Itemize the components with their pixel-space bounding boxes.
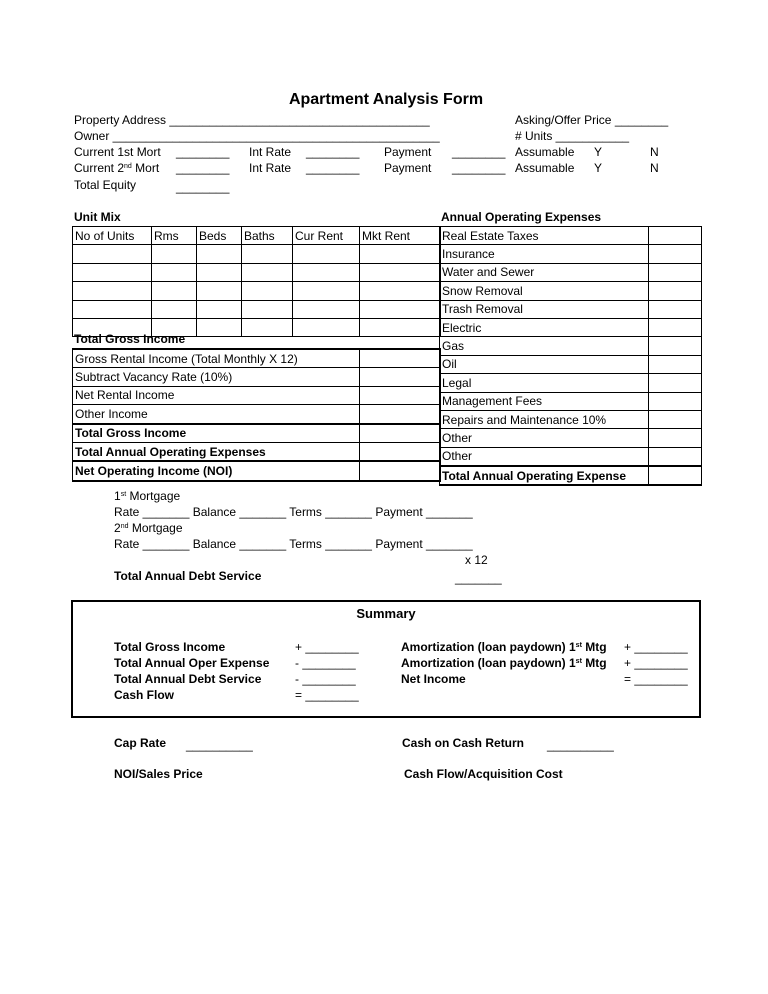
summary-debt-service-value[interactable]: - ________ [295, 672, 356, 686]
expense-label: Other [440, 447, 649, 466]
expense-row [440, 355, 702, 373]
first-payment-label: Payment [384, 145, 432, 159]
second-mortgage-label: 2nd Mortgage [114, 521, 183, 535]
col-no-of-units: No of Units [73, 227, 152, 245]
first-mortgage-label: 1st Mortgage [114, 489, 181, 503]
expense-label: Management Fees [440, 392, 649, 410]
second-mort-blank[interactable]: ________ [176, 161, 230, 175]
cell[interactable] [242, 245, 293, 263]
income-label: Total Gross Income [73, 424, 360, 443]
expense-value[interactable] [649, 263, 702, 281]
income-value[interactable] [360, 349, 441, 368]
second-int-rate-label: Int Rate [249, 161, 292, 175]
income-value[interactable] [360, 424, 441, 443]
summary-net-income-label: Net Income [401, 672, 466, 686]
col-cur-rent: Cur Rent [293, 227, 360, 245]
income-label: Subtract Vacancy Rate (10%) [73, 368, 360, 386]
income-value[interactable] [360, 386, 441, 404]
cell[interactable] [360, 245, 441, 263]
total-debt-service-label: Total Annual Debt Service [114, 569, 262, 583]
expense-row [440, 227, 702, 245]
summary-debt-service-label: Total Annual Debt Service [114, 672, 262, 686]
owner-field[interactable]: Owner _________________________________________________ [74, 129, 440, 143]
cell[interactable] [360, 318, 441, 336]
expense-value[interactable] [649, 429, 702, 447]
unit-mix-heading: Unit Mix [74, 210, 121, 224]
cell[interactable] [73, 282, 152, 300]
second-payment-label: Payment [384, 161, 432, 175]
income-label: Gross Rental Income (Total Monthly X 12) [73, 349, 360, 368]
first-assumable-yes[interactable]: Y [594, 145, 603, 159]
first-assumable-no[interactable]: N [650, 145, 659, 159]
income-value[interactable] [360, 405, 441, 424]
page-title: Apartment Analysis Form [288, 91, 484, 108]
summary-amortization-label-2: Amortization (loan paydown) 1st Mtg [401, 656, 607, 670]
summary-box [71, 600, 701, 718]
cell[interactable] [242, 282, 293, 300]
col-baths: Baths [242, 227, 293, 245]
second-int-rate-blank[interactable]: ________ [306, 161, 360, 175]
first-int-rate-label: Int Rate [249, 145, 292, 159]
income-row-net-rental [73, 386, 441, 404]
first-mort-blank[interactable]: ________ [176, 145, 230, 159]
first-payment-blank[interactable]: ________ [452, 145, 506, 159]
second-mortgage-line[interactable]: Rate _______ Balance _______ Terms _______ Payment _______ [114, 537, 473, 551]
expense-row [440, 429, 702, 447]
expense-row [440, 245, 702, 263]
income-row-total-gross [73, 424, 441, 443]
income-label: Net Operating Income (NOI) [73, 461, 360, 480]
cell[interactable] [152, 245, 197, 263]
cell[interactable] [73, 300, 152, 318]
income-label: Other Income [73, 405, 360, 424]
second-payment-blank[interactable]: ________ [452, 161, 506, 175]
expense-row [440, 282, 702, 300]
income-label: Total Annual Operating Expenses [73, 442, 360, 461]
expense-label: Snow Removal [440, 282, 649, 300]
expense-value[interactable] [649, 374, 702, 392]
noi-sales-price-label: NOI/Sales Price [114, 767, 203, 781]
cell[interactable] [360, 282, 441, 300]
expense-row [440, 410, 702, 428]
expense-row [440, 447, 702, 466]
income-row-gross-rental [73, 349, 441, 368]
expense-value[interactable] [649, 355, 702, 373]
cell[interactable] [242, 318, 293, 336]
summary-oper-expense-value[interactable]: - ________ [295, 656, 356, 670]
cell[interactable] [197, 263, 242, 281]
first-int-rate-blank[interactable]: ________ [306, 145, 360, 159]
income-value[interactable] [360, 442, 441, 461]
unit-mix-row[interactable] [73, 300, 441, 318]
expense-row [440, 300, 702, 318]
cell[interactable] [197, 245, 242, 263]
times-twelve: x 12 [465, 553, 488, 567]
expense-label: Repairs and Maintenance 10% [440, 410, 649, 428]
expense-label: Real Estate Taxes [440, 227, 649, 245]
expense-value[interactable] [649, 410, 702, 428]
expense-label: Legal [440, 374, 649, 392]
expense-row-total [440, 466, 702, 485]
cash-on-cash-label: Cash on Cash Return [402, 736, 525, 750]
cash-on-cash-blank[interactable]: __________ [547, 738, 614, 752]
total-equity-blank[interactable]: ________ [176, 180, 230, 194]
expense-label: Oil [440, 355, 649, 373]
unit-mix-header-row [73, 227, 441, 245]
cell[interactable] [242, 300, 293, 318]
cell[interactable] [293, 263, 360, 281]
expense-value[interactable] [649, 318, 702, 336]
first-assumable-label: Assumable [515, 145, 575, 159]
expense-label: Water and Sewer [440, 263, 649, 281]
unit-mix-row[interactable] [73, 282, 441, 300]
total-debt-service-blank[interactable]: _______ [455, 571, 502, 585]
cell[interactable] [197, 282, 242, 300]
summary-amortization-value-2[interactable]: + ________ [624, 656, 688, 670]
income-value[interactable] [360, 368, 441, 386]
summary-gross-income-value[interactable]: + ________ [295, 640, 359, 654]
expense-value[interactable] [649, 300, 702, 318]
cell[interactable] [152, 263, 197, 281]
expense-value[interactable] [649, 337, 702, 355]
expenses-table [439, 226, 702, 486]
expense-label: Electric [440, 318, 649, 336]
expense-row [440, 263, 702, 281]
expense-value[interactable] [649, 447, 702, 466]
expense-value[interactable] [649, 392, 702, 410]
units-field[interactable]: # Units ___________ [515, 129, 630, 143]
second-assumable-yes[interactable]: Y [594, 161, 603, 175]
cell[interactable] [293, 318, 360, 336]
asking-price-field[interactable]: Asking/Offer Price ________ [515, 113, 669, 127]
cell[interactable] [197, 300, 242, 318]
cap-rate-label: Cap Rate [114, 736, 167, 750]
income-row-other [73, 405, 441, 424]
expense-value[interactable] [649, 466, 702, 485]
expenses-heading: Annual Operating Expenses [441, 210, 602, 224]
expense-value[interactable] [649, 227, 702, 245]
expense-row [440, 318, 702, 336]
cell[interactable] [293, 245, 360, 263]
expense-row [440, 337, 702, 355]
summary-oper-expense-label: Total Annual Oper Expense [114, 656, 270, 670]
expense-label: Total Annual Operating Expense [440, 466, 649, 485]
income-table [72, 348, 441, 482]
cell[interactable] [197, 318, 242, 336]
summary-cash-flow-label: Cash Flow [114, 688, 175, 702]
cell[interactable] [152, 282, 197, 300]
expense-label: Gas [440, 337, 649, 355]
second-assumable-no[interactable]: N [650, 161, 659, 175]
property-address-field[interactable]: Property Address _______________________________________ [74, 113, 430, 127]
unit-mix-row[interactable] [73, 263, 441, 281]
cell[interactable] [360, 263, 441, 281]
cell[interactable] [360, 300, 441, 318]
cell[interactable] [293, 300, 360, 318]
col-beds: Beds [197, 227, 242, 245]
second-assumable-label: Assumable [515, 161, 575, 175]
expense-value[interactable] [649, 245, 702, 263]
cell[interactable] [293, 282, 360, 300]
summary-title: Summary [356, 606, 416, 621]
second-mort-label: Current 2nd Mort [74, 161, 160, 175]
first-mortgage-line[interactable]: Rate _______ Balance _______ Terms _______ Payment _______ [114, 505, 473, 519]
unit-mix-table [72, 226, 441, 337]
cap-rate-blank[interactable]: __________ [186, 738, 253, 752]
income-label: Net Rental Income [73, 386, 360, 404]
cash-flow-acquisition-label: Cash Flow/Acquisition Cost [404, 767, 563, 781]
expense-value[interactable] [649, 282, 702, 300]
col-mkt-rent: Mkt Rent [360, 227, 441, 245]
expense-label: Trash Removal [440, 300, 649, 318]
summary-cash-flow-value[interactable]: = ________ [295, 688, 359, 702]
expense-row [440, 374, 702, 392]
summary-gross-income-label: Total Gross Income [114, 640, 226, 654]
unit-mix-row[interactable] [73, 245, 441, 263]
income-value[interactable] [360, 461, 441, 480]
cell[interactable] [152, 300, 197, 318]
income-row-vacancy [73, 368, 441, 386]
cell[interactable] [73, 245, 152, 263]
col-rms: Rms [152, 227, 197, 245]
cell[interactable] [73, 263, 152, 281]
total-gross-income-heading: Total Gross Income [74, 332, 186, 346]
cell[interactable] [242, 263, 293, 281]
expense-row [440, 392, 702, 410]
total-equity-label: Total Equity [74, 178, 137, 192]
expense-label: Insurance [440, 245, 649, 263]
income-row-total-expenses [73, 442, 441, 461]
first-mort-label: Current 1st Mort [74, 145, 161, 159]
income-row-noi [73, 461, 441, 480]
summary-amortization-label: Amortization (loan paydown) 1st Mtg [401, 640, 607, 654]
summary-amortization-value[interactable]: + ________ [624, 640, 688, 654]
summary-net-income-value[interactable]: = ________ [624, 672, 688, 686]
expense-label: Other [440, 429, 649, 447]
